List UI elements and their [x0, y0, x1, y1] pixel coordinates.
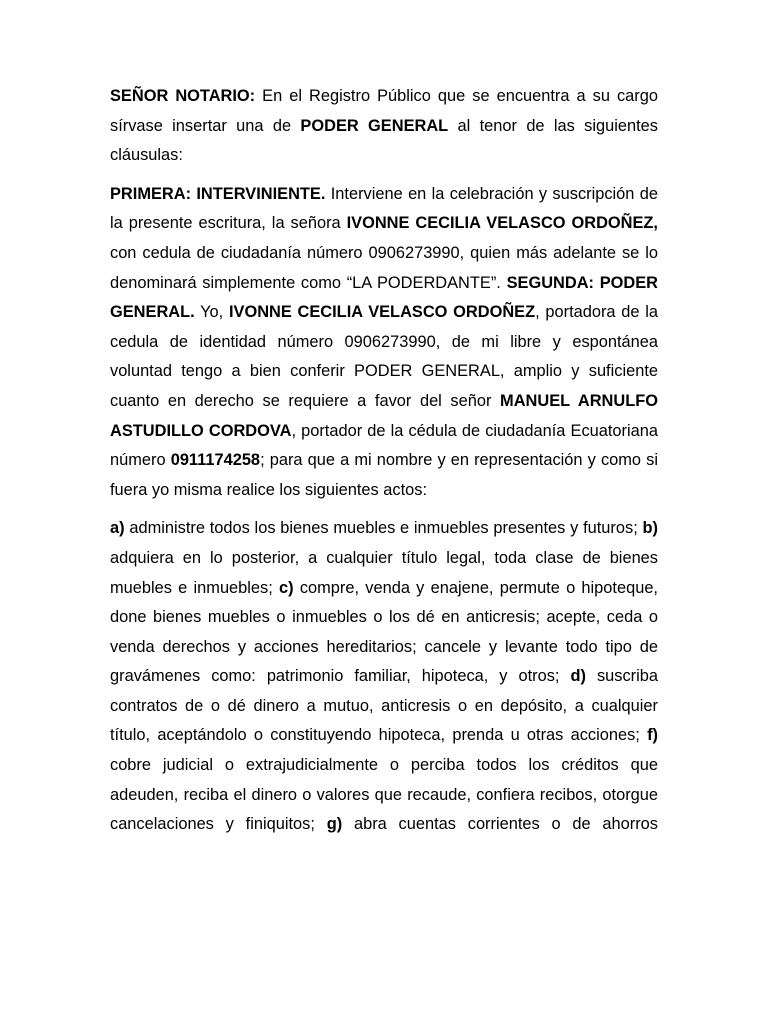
list-marker-d: d) [570, 667, 586, 686]
document-body [110, 82, 658, 849]
list-marker-g: g) [326, 815, 343, 834]
name-poderdante: IVONNE CECILIA VELASCO ORDOÑEZ, [346, 214, 658, 233]
clause-heading-primera: PRIMERA: INTERVINIENTE. [110, 184, 326, 203]
heading-senor-notario: SEÑOR NOTARIO: [110, 87, 256, 105]
text-run: con cedula de ciudadanía número 0906273990, quien más adelante se lo denominará simplemente como “LA PODERDANTE”. [110, 243, 658, 292]
text-run: Yo, [194, 303, 229, 322]
list-marker-b: b) [642, 519, 658, 538]
paragraph-acts-list [110, 514, 658, 840]
text-run: compre, venda y enajene, permute o hipoteque, done bienes muebles o inmuebles o los dé en anticresis; acepte, ceda o venda derechos y acciones hereditarios; cancele y levante todo tipo de gravámenes como: patrimonio familiar, hipoteca, y otros; [110, 578, 658, 686]
text-run: abra cuentas corrientes o de ahorros [342, 815, 658, 834]
bold-poder-general: PODER GENERAL [300, 116, 449, 135]
clause-heading-segunda: SEGUNDA: PODER GENERAL. [110, 273, 658, 322]
paragraph-clauses [110, 180, 658, 506]
list-marker-a: a) [110, 519, 125, 538]
text-run: cobre judicial o extrajudicialmente o perciba todos los créditos que adeuden, reciba el dinero o valores que recaude, confiera recibos, otorgue cancelaciones y finiquitos; [110, 756, 658, 834]
text-run: administre todos los bienes muebles e inmuebles presentes y futuros; [124, 519, 643, 538]
text-run: suscriba contratos de o dé dinero a mutuo, anticresis o en depósito, a cualquier título, aceptándolo o constituyendo hipoteca, prenda u otras acciones; [110, 667, 658, 745]
paragraph-intro [110, 82, 658, 171]
name-apoderado: MANUEL ARNULFO ASTUDILLO CORDOVA [110, 391, 658, 440]
id-number-apoderado: 0911174258 [170, 451, 261, 470]
text-run: ; para que a mi nombre y en representación y como si fuera yo misma realice los siguientes actos: [110, 451, 658, 499]
text-run: al tenor de las siguientes cláusulas: [110, 116, 658, 165]
name-poderdante: IVONNE CECILIA VELASCO ORDOÑEZ [228, 303, 536, 322]
list-marker-c: c) [279, 578, 294, 597]
text-run: adquiera en lo posterior, a cualquier título legal, toda clase de bienes muebles e inmuebles; [110, 548, 658, 597]
text-run: En el Registro Público que se encuentra a su cargo sírvase insertar una de [110, 87, 658, 135]
text-run: , portadora de la cedula de identidad número 0906273990, de mi libre y espontánea voluntad tengo a bien conferir PODER GENERAL, amplio y suficiente cuanto en derecho se requiere a favor del señor [110, 303, 658, 410]
text-run: Interviene en la celebración y suscripción de la presente escritura, la señora [110, 184, 658, 233]
list-marker-f: f) [647, 726, 658, 745]
text-run: , portador de la cédula de ciudadanía Ecuatoriana número [110, 421, 658, 470]
